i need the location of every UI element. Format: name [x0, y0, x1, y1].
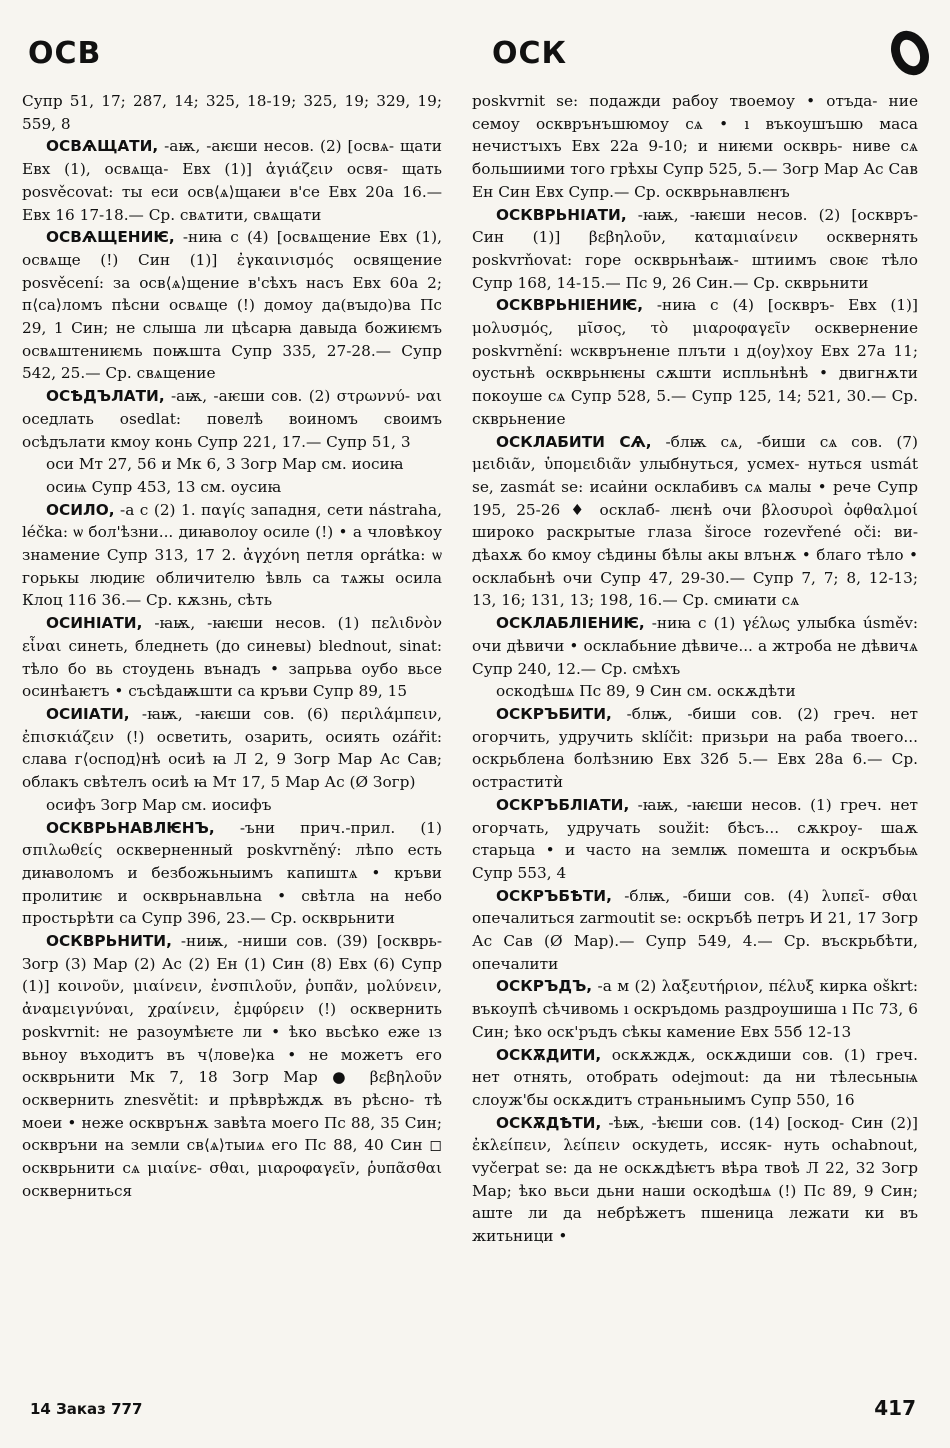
dictionary-entry: [472, 612, 918, 680]
entry-text: -ниꙗ с (4) [осквръ- Евх (1)] μολυσμός, μῖσος, τὸ μιαροφαγεῖν осквернение poskvrnění: ѡсквръненıе плъти ı д⟨оу⟩хоу Евх 27а 11; оустьнѣ оскврьнѥны сѫшти испльнѣнѣ • двигнѫти покоуше сѧ Супр 528, 5.— Супр 125, 14; 521, 30.— Ср. скврьнение: [472, 296, 918, 428]
dictionary-entry: [22, 385, 442, 453]
entry-text: -аѭ, -аѥши несов. (2) [освѧ- щати Евх (1), освѧща- Евх (1)] ἁγιάζειν освя- щать posvěcovat: ты еси осв⟨ѧ⟩щаѥи в'се Евх 20а 16.— Евх 16 17-18.— Ср. свѧтити, свѧщати: [22, 137, 442, 224]
dictionary-entry: [22, 453, 442, 476]
entry-text: -ѣѭ, -ѣѥши сов. (14) [оскод- Син (2)] ἐκλείπειν, λείπειν оскудеть, иссяк- нуть ochabnout, vyčerpat se: да не оскѫдѣѥтъ вѣра твоѣ Л 22, 32 Зогр Мар; ѣко вьси дьни наши оскодѣшѧ (!) Пс 89, 9 Син; аште ли да небрѣжетъ пшеница лежати ки въ житьници •: [472, 1113, 918, 1246]
entry-lemma: ОСКѪДИТИ,: [496, 1045, 602, 1064]
entry-text: оскодѣшѧ Пс 89, 9 Син см. оскѫдѣти: [496, 682, 796, 701]
entry-lemma: ОСИІАТИ,: [46, 704, 130, 723]
entry-text: -ꙗѭ, -ꙗѥши несов. (1) греч. нет огорчать, удручать soužit: бѣсъ... сѫкроу- шаѫ старьца • и часто на землѭ помешта и оскръбьѩ Супр 553, 4: [472, 795, 918, 882]
entry-text: -а с (2) 1. παγίς западня, сети nástraha, léčka: ѡ бол'ѣзни... диꙗволоу осиле (!) • а чловѣкоу знамение Супр 313, 17 2. ἀγχόνη петля oprátka: ѡ горькы людиѥ обличителю ѣвль са тѧжы осила Клоц 116 36.— Ср. кѫзнь, сѣть: [22, 500, 442, 610]
entry-text: -ъни прич.-прил. (1) σπιλωθείς оскверненный poskvrněný: лѣпо есть диꙗволомъ и безбожьныимъ капиштѧ • кръви пролитиѥ и оскврьнавльна • свѣтла на небо простьрѣти са Супр 396, 23.— Ср. оскврьнити: [22, 818, 442, 928]
dictionary-entry: [22, 135, 442, 226]
entry-lemma: ОСКРЪДЪ,: [496, 977, 593, 996]
entry-text: осиѩ Супр 453, 13 см. оусиꙗ: [46, 477, 282, 496]
entry-lemma: ОСКВРЬНІЕНИѤ,: [496, 296, 644, 315]
page-header: [0, 30, 950, 90]
dictionary-entry: [22, 703, 442, 794]
entry-lemma: ОСКВРЬНІАТИ,: [496, 205, 627, 224]
dictionary-entry: [22, 612, 442, 703]
entry-text: poskvrnit se: подажди рабоу твоемоу • отъда- ние семоу оскврънъшюмоу сѧ • ı въкоушъшю маса нечистъıхъ Евх 22а 9-10; и ниѥми оскврь- ниве сѧ большиими того грѣхы Супр 525, 5.— Зогр Мар Ас Сав Ен Син Евх Супр.— Ср. оскврьнавлѥнъ: [472, 92, 918, 201]
dictionary-entry: [472, 204, 918, 295]
dictionary-entry: [472, 1044, 918, 1112]
entry-lemma: ОСВѦЩАТИ,: [46, 137, 159, 156]
entry-text: -аѭ, -аѥши сов. (2) στρωννύ- ναι оседлать osedlat: повелѣ воиномъ своимъ осѣдълати кмоу конь Супр 221, 17.— Супр 51, 3: [22, 387, 442, 451]
entry-text: -блѭ, -биши сов. (4) λυπεῖ- σθαι опечалиться zarmoutit se: оскръбѣ петръ И 21, 17 Зогр Ас Сав (Ø Мар).— Супр 549, 4.— Ср. въскрьбѣти, опечалити: [472, 886, 918, 973]
entry-lemma: ОСКВРЬНАВЛѤНЪ,: [46, 818, 215, 837]
dictionary-entry: [472, 90, 918, 204]
dictionary-entry: [22, 817, 442, 931]
entry-text: -блѭ сѧ, -биши сѧ сов. (7) μειδιᾶν, ὑπομειδιᾶν улыбнуться, усмех- нуться usmát se, zasmát se: исаи̇ни осклабивъ сѧ малы • рече Супр 195, 25-26 ♦ осклаб- лѥнѣ очи βλοσυροὶ ὀφθαλμοί широко раскрытые глаза široce rozevřené oči: ви- дѣахѫ бо кмоу сѣдины бѣлы акы влънѫ • благо тѣло • осклабьнѣ очи Супр 47, 29-30.— Супр 7, 7; 8, 12-13; 13, 16; 131, 13; 198, 16.— Ср. смиꙗти сѧ: [472, 432, 918, 610]
entry-lemma: ОСИНІАТИ,: [46, 614, 143, 633]
entry-text: оскѫждѫ, оскѫдиши сов. (1) греч. нет отнять, отобрать odejmout: да ни тѣлесьныѩ слоуж'бы оскѫдитъ страньныимъ Супр 550, 16: [472, 1045, 918, 1109]
dictionary-entry: [472, 975, 918, 1043]
letter-o-thumb-mark-icon: [884, 25, 936, 82]
entry-lemma: ОСИЛО,: [46, 500, 115, 519]
entry-text: -ниꙗ с (1) γέλως улыбка úsměv: очи дѣвичи • осклабьние дѣвиче... а жтроба не дѣвичѧ Супр 240, 12.— Ср. смѣхъ: [472, 614, 918, 678]
dictionary-entry: [22, 90, 442, 135]
dictionary-entry: [472, 431, 918, 613]
entry-lemma: ОСВѦЩЕНИѤ,: [46, 228, 175, 247]
entry-lemma: ОСКЛАБЛІЕНИѤ,: [496, 614, 645, 633]
right-column: [472, 90, 918, 1248]
entry-text: -ꙗѭ, -ꙗѥши несов. (2) [осквръ- Син (1)] βεβηλοῦν, καταμιαίνειν осквернять poskvrňovat: горе оскврьнѣаѭ- штиимъ своѥ тѣло Супр 168, 14-15.— Пс 9, 26 Син.— Ср. скврьнити: [472, 205, 918, 292]
left-running-head: ОСВ: [28, 36, 102, 71]
left-column: [22, 90, 442, 1202]
entry-lemma: ОСКРЪБИТИ,: [496, 704, 612, 723]
dictionary-entry: [472, 680, 918, 703]
dictionary-entry: [22, 930, 442, 1202]
entry-lemma: ОСКЛАБИТИ СѦ,: [496, 432, 652, 451]
entry-text: -блѭ, -биши сов. (2) греч. нет огорчить, удручить sklíčit: призьри на раба твоего... оскрьблена болѣзнию Евх 32б 5.— Евх 28а 6.— Ср. остраститѝ: [472, 704, 918, 792]
entry-lemma: ОСКВРЬНИТИ,: [46, 932, 172, 951]
entry-text: -ꙗѭ, -ꙗѥши несов. (1) πελιδνὸν εἶναι синеть, бледнеть (до синевы) blednout, sinat: тѣло бо вь стоудень вънадъ • запрьва оубо вьсе осинѣаѥтъ • съсѣдаѭшти са кръви Супр 89, 15: [22, 614, 442, 701]
dictionary-entry: [22, 226, 442, 385]
dictionary-entry: [22, 476, 442, 499]
printer-signature: 14 Заказ 777: [30, 1400, 143, 1418]
dictionary-entry: [472, 294, 918, 430]
dictionary-entry: [472, 885, 918, 976]
entry-lemma: ОСКРЪБЛІАТИ,: [496, 795, 630, 814]
entry-text: -ниѭ, -ниши сов. (39) [оскврь- Зогр (3) Мар (2) Ас (2) Ен (1) Син (8) Евх (6) Супр (1)] κοινοῦν, μιαίνειν, ἐνσπιλοῦν, ῥυπᾶν, μολύνειν, ἀναμειγνύναι, χραίνειν, ἐμφύρειν (!) осквернить poskvrnit: не разоумѣѥте ли • ѣко вьсѣко еже ıз вьноу въходитъ въ ч⟨лове⟩ка • не можетъ его оскврьнити Мк 7, 18 Зогр Мар ● βεβηλοῦν осквернить znesvětit: и прѣврѣждѫ въ рѣсно- тѣ моеи • неже оскврънѫ завѣта моего Пс 88, 35 Син; осквръни на земли св⟨ѧ⟩тыиѧ его Пс 88, 40 Син ◻ оскврьнити сѧ μιαίνε- σθαι, μιαροφαγεῖν, ῥυπᾶσθαι оскверниться: [22, 932, 442, 1200]
entry-lemma: ОСѢДЪЛАТИ,: [46, 387, 165, 406]
dictionary-entry: [472, 703, 918, 794]
dictionary-entry: [472, 794, 918, 885]
dictionary-entry: [22, 794, 442, 817]
entry-text: осифъ Зогр Мар см. иосифъ: [46, 795, 272, 814]
entry-text: Супр 51, 17; 287, 14; 325, 18-19; 325, 19; 329, 19; 559, 8: [22, 92, 442, 133]
entry-text: -ниꙗ с (4) [освѧщение Евх (1), освѧще (!) Син (1)] ἐγκαινισμός освящение posvěcení: за осв⟨ѧ⟩щение в'сѣхъ насъ Евх 60а 2; п⟨са⟩ломъ пѣсни освѧще (!) домоу да(вꙑдо)ва Пс 29, 1 Син; не слыша ли цѣсарꙗ давыда божиѥмъ освѧштениѥмь поѭшта Супр 335, 27-28.— Супр 542, 25.— Ср. свѧщение: [22, 228, 442, 383]
page-footer: [0, 1396, 950, 1428]
entry-text: -а м (2) λαξευτήριον, πέλυξ кирка oškrt: въкоупѣ сѣчивомь ı оскръдомь раздроушиша ı Пс 73, 6 Син; ѣко оск'ръдъ сѣкы камение Евх 55б 12-13: [472, 977, 918, 1041]
dictionary-entry: [472, 1112, 918, 1248]
dictionary-entry: [22, 499, 442, 613]
entry-lemma: ОСКѪДѢТИ,: [496, 1113, 602, 1132]
entry-text: -ꙗѭ, -ꙗѥши сов. (6) περιλάμπειν, ἐπισκιάζειν (!) осветить, озарить, осиять ozářit: слава г⟨оспод⟩нѣ осиѣ ꙗ Л 2, 9 Зогр Мар Ас Сав; облакъ свѣтелъ осиѣ ꙗ Мт 17, 5 Мар Ас (Ø Зогр): [22, 704, 442, 792]
entry-text: оси Мт 27, 56 и Мк 6, 3 Зогр Мар см. иосиꙗ: [46, 455, 404, 474]
entry-lemma: ОСКРЪБѢТИ,: [496, 886, 612, 905]
page-number: 417: [874, 1396, 916, 1420]
right-running-head: ОСК: [492, 36, 568, 71]
